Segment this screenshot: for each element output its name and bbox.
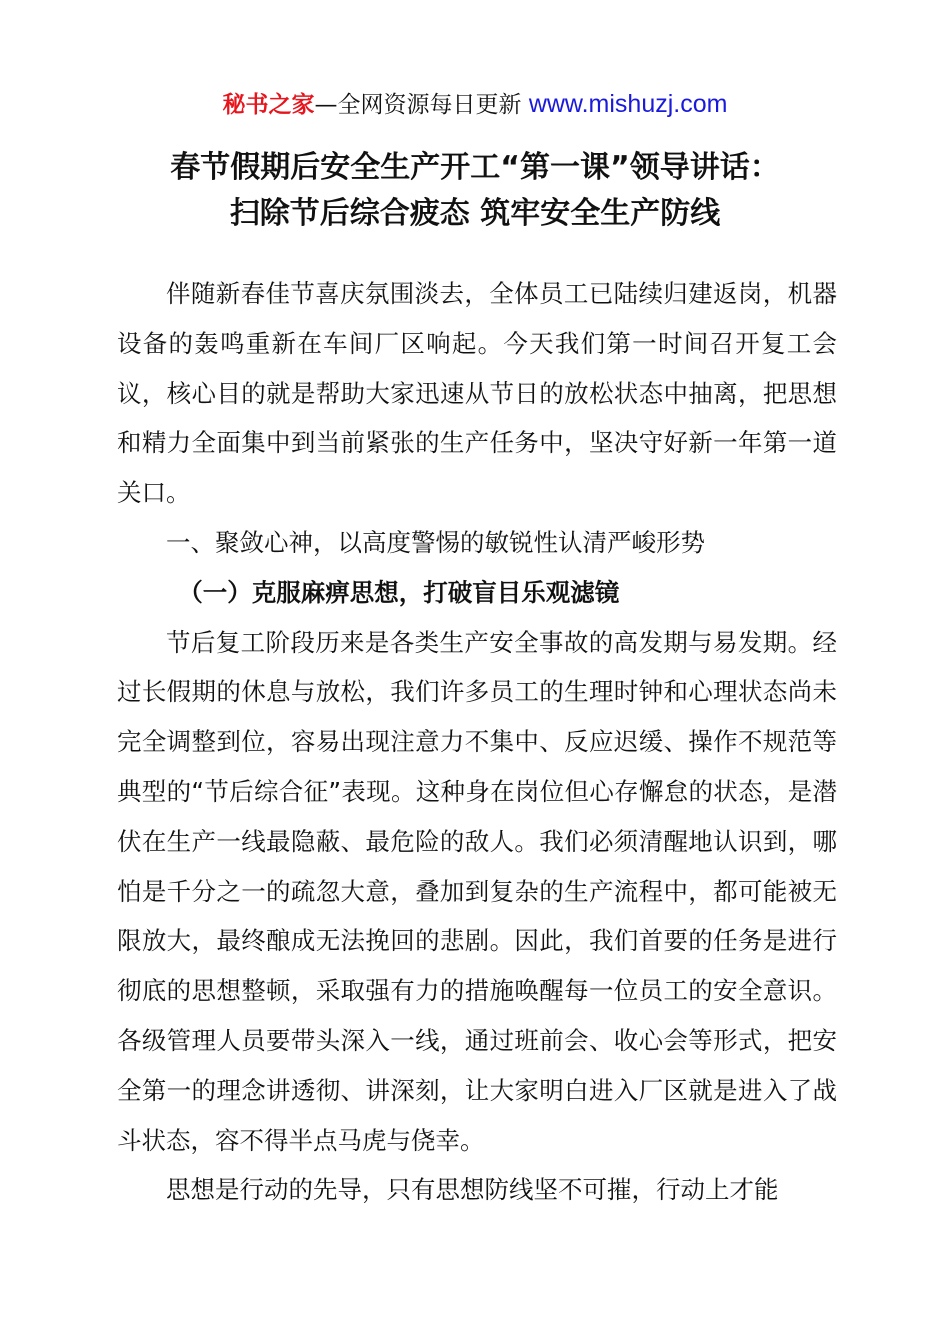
body-paragraph: 思想是行动的先导，只有思想防线坚不可摧，行动上才能 [166, 1175, 779, 1205]
intro-paragraph: 伴随新春佳节喜庆氛围淡去，全体员工已陆续归建返岗，机器设备的轰鸣重新在车间厂区响起。今天我们第一时间召开复工会议，核心目的就是帮助大家迅速从节日的放松状态中抽离，把思想和精力全面集中到当前紧张的生产任务中，坚决守好新一年第一道关口。 [117, 279, 837, 508]
title-line-1: 春节假期后安全生产开工“第一课”领导讲话： [170, 150, 780, 185]
site-header [0, 86, 950, 123]
document-title [0, 145, 950, 237]
title-line-2: 扫除节后综合疲态 筑牢安全生产防线 [229, 196, 721, 231]
subsection-heading: （一）克服麻痹思想，打破盲目乐观滤镜 [178, 577, 620, 607]
document-body [117, 269, 837, 1215]
section-heading: 一、聚敛心神，以高度警惕的敏锐性认清严峻形势 [166, 527, 705, 557]
body-paragraph: 节后复工阶段历来是各类生产安全事故的高发期与易发期。经过长假期的休息与放松，我们许多员工的生理时钟和心理状态尚未完全调整到位，容易出现注意力不集中、反应迟缓、操作不规范等典型的“节后综合征”表现。这种身在岗位但心存懈怠的状态，是潜伏在生产一线最隐蔽、最危险的敌人。我们必须清醒地认识到，哪怕是千分之一的疏忽大意，叠加到复杂的生产流程中，都可能被无限放大，最终酿成无法挽回的悲剧。因此，我们首要的任务是进行彻底的思想整顿，采取强有力的措施唤醒每一位员工的安全意识。各级管理人员要带头深入一线，通过班前会、收心会等形式，把安全第一的理念讲透彻、讲深刻，让大家明白进入厂区就是进入了战斗状态，容不得半点马虎与侥幸。 [117, 627, 837, 1155]
site-url-link[interactable]: www.mishuzj.com [528, 90, 728, 118]
site-brand: 秘书之家 [222, 92, 315, 118]
site-tagline: —全网资源每日更新 [314, 92, 522, 118]
